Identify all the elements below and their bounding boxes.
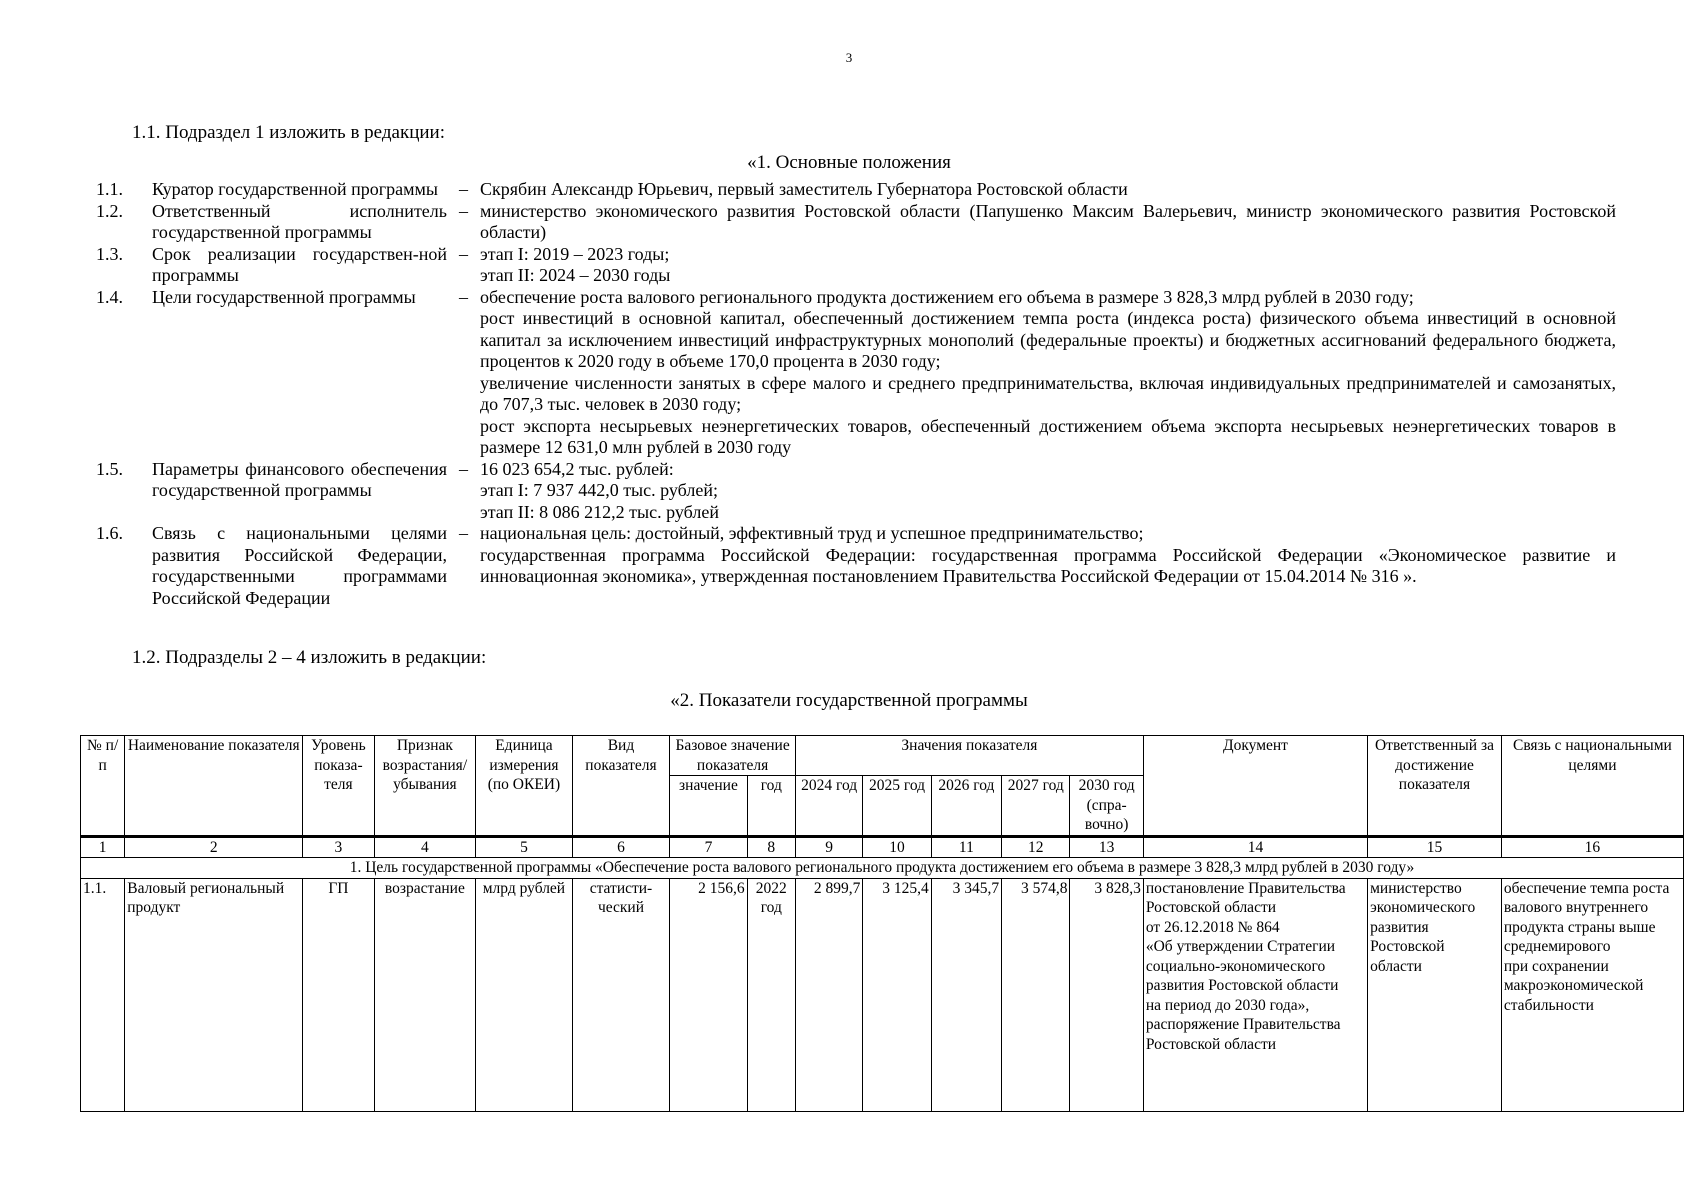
section1-title: «1. Основные положения [747,152,951,173]
cell-line: «Об утверждении Стратегии социально-экономического развития Ростовской области [1145,938,1339,994]
passport-row-number: 1.5. [96,458,123,479]
cell-line: от 26.12.2018 № 864 [1145,918,1280,936]
page-number: 3 [845,50,853,65]
passport-row-value [480,201,1616,244]
header-2025: 2025 год [863,776,931,837]
column-number: 8 [747,836,795,858]
cell-unit: млрд рублей [476,878,573,1111]
header-level: Уровень показа-теля [303,736,374,837]
passport-value-line: министерство экономического развития Ростовской области (Папушенко Максим Валерьевич, министр экономического развития Ростовской области) [480,200,1616,242]
cell-v2025: 3 125,4 [863,878,931,1111]
passport-table [96,179,1616,609]
goal-row [81,858,1684,879]
cell-name: Валовый региональный продукт [125,878,303,1111]
cell-line: постановление Правительства Ростовской области [1145,879,1346,916]
passport-row-dash: – [459,523,468,543]
header-name: Наименование показателя [125,736,303,837]
passport-row-value [480,459,1616,524]
goal-row-text: 1. Цель государственной программы «Обеспечение роста валового регионального продукта достижением его объема в размере 3 828,3 млрд рублей в 2030 году» [81,858,1684,879]
column-number: 9 [795,836,862,858]
cell-line: на период до 2030 года», [1145,996,1310,1014]
column-number: 1 [81,836,125,858]
passport-value-line: обеспечение роста валового регионального продукта достижением его объема в размере 3 828,3 млрд рублей в 2030 году; [480,286,1414,307]
cell-v2024: 2 899,7 [795,878,862,1111]
table-row [81,878,1684,1111]
passport-row-label: Связь с национальными целями развития Российской Федерации, государственными программами Российской Федерации [152,523,447,608]
passport-row-number: 1.4. [96,286,123,307]
passport-row-number: 1.2. [96,200,123,221]
passport-row-value [480,287,1616,459]
header-num: № п/п [81,736,125,837]
passport-value-line: рост инвестиций в основной капитал, обеспеченный достижением темпа роста (индекса роста) физического объема инвестиций в основной капитал за исключением инвестиций инфраструктурных монополий (федеральные проекты) и бюджетных ассигнований федерального бюджета, процентов к 2020 году в объеме 170,0 процента в 2030 году; [480,308,1616,371]
passport-value-line: государственная программа Российской Федерации: государственная программа Российской Федерации «Экономическое развитие и инновационная экономика», утвержденная постановлением Правительства Российской Федерации от 15.04.2014 № 316 ». [480,544,1616,586]
header-base: Базовое значение показателя [670,736,796,776]
column-number: 15 [1368,836,1502,858]
passport-row-value [480,179,1616,201]
header-unit: Единица измерения (по ОКЕИ) [476,736,573,837]
passport-value-line: Скрябин Александр Юрьевич, первый заместитель Губернатора Ростовской области [480,179,1128,199]
passport-row [96,523,1616,609]
column-number: 11 [931,836,1001,858]
passport-value-line: национальная цель: достойный, эффективный труд и успешное предпринимательство; [480,523,1144,543]
section1-intro: 1.1. Подраздел 1 изложить в редакции: [132,122,445,143]
passport-row-label: Параметры финансового обеспечения государственной программы [152,458,447,500]
passport-row [96,244,1616,287]
column-number: 13 [1070,836,1143,858]
passport-value-line: этап I: 7 937 442,0 тыс. рублей; [480,480,718,500]
passport-row-dash: – [459,458,468,479]
header-sign: Признак возрастания/ убывания [374,736,476,837]
header-2030: 2030 год (спра-вочно) [1070,776,1143,837]
passport-row [96,287,1616,459]
header-2026: 2026 год [931,776,1001,837]
passport-row-dash: – [459,243,468,264]
column-number: 7 [670,836,747,858]
header-base-year: год [747,776,795,837]
passport-row-label: Куратор государственной программы [152,179,438,199]
passport-row-number: 1.3. [96,243,123,264]
section2-title: «2. Показатели государственной программы [670,690,1028,711]
cell-num: 1.1. [81,878,125,1111]
cell-line: распоряжение Правительства Ростовской области [1145,1016,1341,1053]
passport-row-value [480,244,1616,287]
column-number: 16 [1501,836,1683,858]
passport-row-dash: – [459,179,468,199]
column-number: 3 [303,836,374,858]
indicators-table [80,735,1684,1112]
passport-row [96,201,1616,244]
header-document: Документ [1143,736,1367,837]
cell-v2030: 3 828,3 [1070,878,1143,1111]
passport-value-line: этап II: 8 086 212,2 тыс. рублей [480,501,719,522]
cell-line: при сохранении макроэкономической стабильности [1503,957,1644,1014]
cell-v2026: 3 345,7 [931,878,1001,1111]
header-values-group: Значения показателя [795,736,1143,776]
passport-row-label: Цели государственной программы [152,286,416,307]
cell-sign: возрастание [374,878,476,1111]
section2-intro: 1.2. Подразделы 2 – 4 изложить в редакции: [132,647,487,668]
passport-row-value [480,523,1616,609]
header-2024: 2024 год [795,776,862,837]
passport-value-line: увеличение численности занятых в сфере малого и среднего предпринимательства, включая индивидуальных предпринимателей и самозанятых, до 707,3 тыс. человек в 2030 году; [480,372,1616,414]
passport-value-line: этап I: 2019 – 2023 годы; [480,243,670,264]
passport-row-label: Срок реализации государствен-ной программы [152,243,447,285]
passport-value-line: 16 023 654,2 тыс. рублей: [480,458,674,479]
passport-value-line: рост экспорта несырьевых неэнергетических товаров, обеспеченный достижением объема экспорта несырьевых неэнергетических товаров в размере 12 631,0 млн рублей в 2030 году [480,415,1616,457]
header-2027: 2027 год [1002,776,1070,837]
passport-row-dash: – [459,200,468,221]
passport-value-line: этап II: 2024 – 2030 годы [480,265,671,285]
cell-level: ГП [303,878,374,1111]
passport-row [96,179,1616,201]
column-number: 2 [125,836,303,858]
column-number: 4 [374,836,476,858]
column-number: 6 [572,836,670,858]
passport-row-number: 1.1. [96,179,123,199]
column-numbers-row [81,836,1684,858]
passport-row-dash: – [459,286,468,307]
cell-base-value: 2 156,6 [670,878,747,1111]
passport-row-number: 1.6. [96,523,123,543]
header-base-value: значение [670,776,747,837]
column-number: 12 [1002,836,1070,858]
column-number: 14 [1143,836,1367,858]
passport-row-label: Ответственный исполнитель государственной программы [152,200,447,242]
header-responsible: Ответственный за достижение показателя [1368,736,1502,837]
cell-link [1501,878,1683,1111]
column-number: 5 [476,836,573,858]
cell-v2027: 3 574,8 [1002,878,1070,1111]
cell-base-year: 2022 год [747,878,795,1111]
header-link: Связь с национальными целями [1501,736,1683,837]
cell-line: обеспечение темпа роста валового внутреннего продукта страны выше среднемирового [1503,879,1670,955]
cell-responsible: министерство экономического развития Ростовской области [1368,878,1502,1111]
header-type: Вид показателя [572,736,670,837]
cell-type: статисти-ческий [572,878,670,1111]
cell-document [1143,878,1367,1111]
column-number: 10 [863,836,931,858]
passport-row [96,459,1616,524]
